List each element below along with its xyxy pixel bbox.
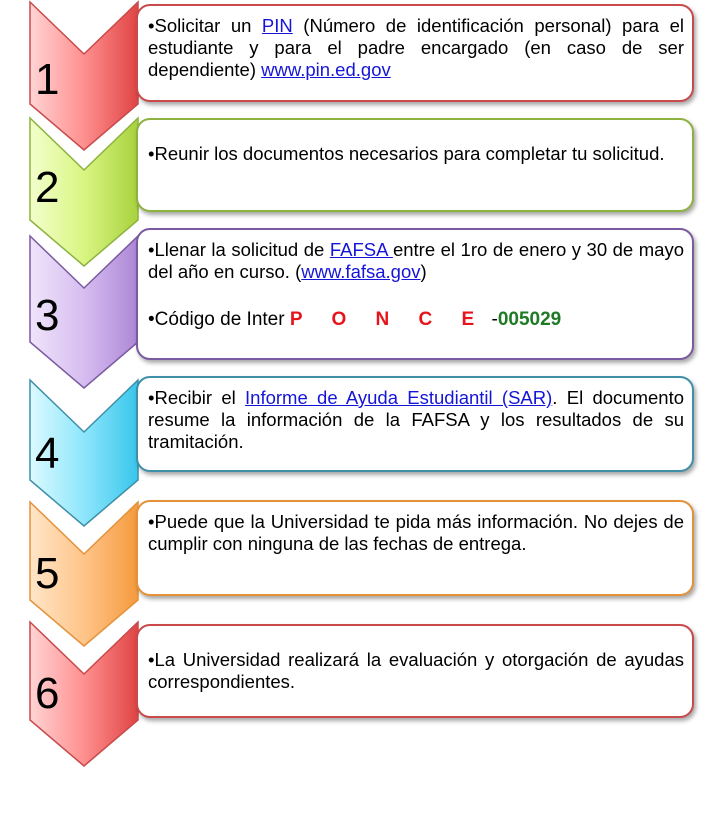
school-code: 005029 (497, 309, 562, 330)
bullet: • (148, 511, 155, 532)
step-3-box (136, 228, 694, 360)
step-4-text: Recibir el (154, 387, 246, 408)
code-separator: - (486, 309, 498, 330)
bullet: • (148, 649, 155, 670)
pin-url-link[interactable]: www.pin.ed.gov (261, 59, 391, 80)
bullet: • (148, 239, 155, 260)
step-4-text-cont: . El documento resume la información de la FAFSA y los resultados de su tramitación. (148, 387, 684, 452)
step-3-number: 3 (35, 291, 60, 340)
step-3-text: Llenar la solicitud de (154, 239, 330, 260)
step-6-box (136, 624, 694, 718)
step-5-text: Puede que la Universidad te pida más información. No dejes de cumplir con ninguna de las fechas de entrega. (148, 511, 684, 554)
sar-link[interactable]: Informe de Ayuda Estudiantil (SAR) (245, 387, 553, 408)
bullet: • (148, 309, 155, 330)
step-3-text-cont: entre el 1ro de enero y 30 de mayo del año en curso. ( (148, 239, 684, 282)
step-6-number: 6 (35, 669, 60, 718)
step-1-box (136, 4, 694, 102)
fafsa-link[interactable]: FAFSA (329, 239, 393, 260)
step-1-text: Solicitar un (154, 15, 262, 36)
step-5-box (136, 500, 694, 596)
school-code-label: Código de Inter (154, 309, 290, 330)
ponce-name: P O N C E (289, 309, 487, 330)
step-6-text: La Universidad realizará la evaluación y otorgación de ayudas correspondientes. (148, 649, 684, 692)
step-1-text-cont: (Número de identificación personal) para el estudiante y para el padre encargado (en caso de ser dependiente) (148, 15, 684, 80)
bullet: • (148, 387, 155, 408)
step-3-text-end: ) (420, 261, 427, 282)
step-1-number: 1 (35, 55, 60, 104)
pin-link[interactable]: PIN (261, 15, 293, 36)
step-2-text: Reunir los documentos necesarios para completar tu solicitud. (154, 143, 665, 164)
step-5-number: 5 (35, 549, 60, 598)
step-2-box (136, 118, 694, 212)
step-2-number: 2 (35, 163, 60, 212)
step-4-number: 4 (35, 429, 60, 478)
step-4-box (136, 376, 694, 472)
bullet: • (148, 15, 155, 36)
bullet: • (148, 143, 155, 164)
fafsa-url-link[interactable]: www.fafsa.gov (301, 261, 421, 282)
